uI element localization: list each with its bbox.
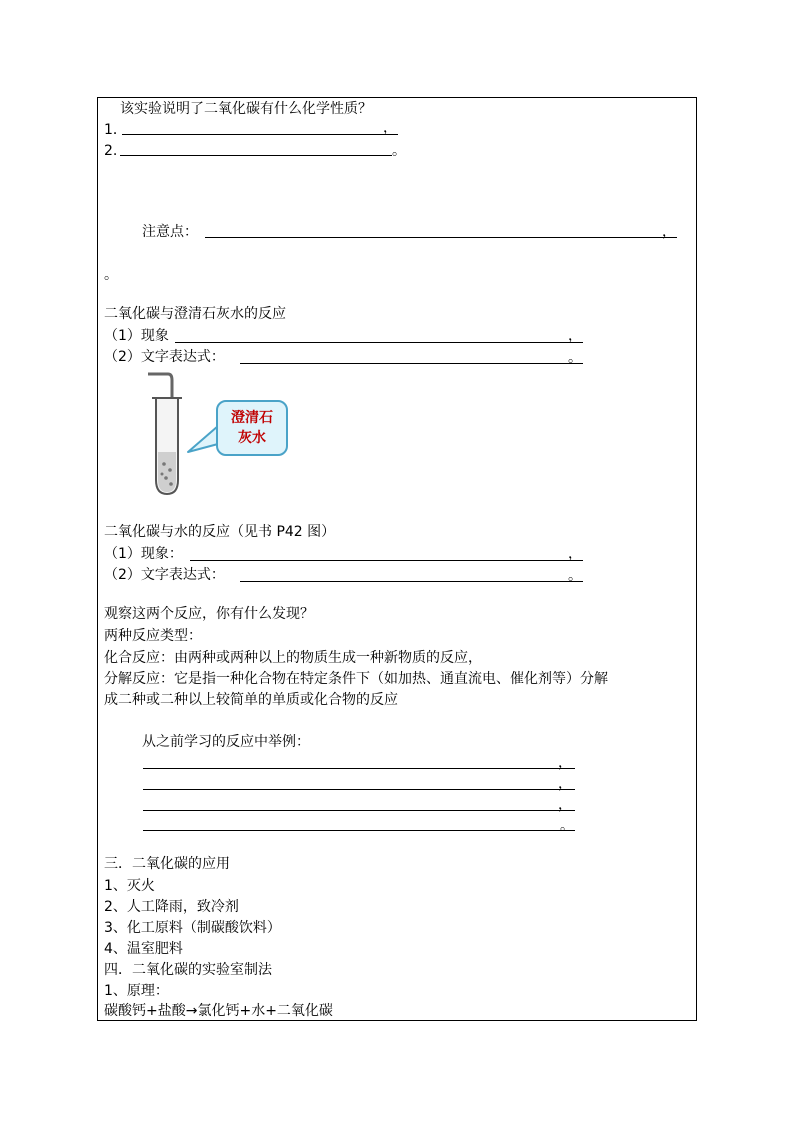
decomposition-reaction-2: 成二种或二种以上较简单的单质或化合物的反应 bbox=[104, 692, 398, 708]
limewater-callout bbox=[216, 400, 288, 456]
note-end: ， bbox=[662, 224, 676, 240]
callout-line-1: 澄清石 bbox=[231, 410, 273, 426]
lab-reaction: 碳酸钙+盐酸→氯化钙+水+二氧化碳 bbox=[104, 1003, 333, 1019]
examples-prompt: 从之前学习的反应中举例： bbox=[142, 734, 310, 750]
application-item-2: 2、人工降雨，致冷剂 bbox=[104, 899, 239, 915]
water-phenomenon-end: ， bbox=[568, 546, 582, 562]
observation-question: 观察这两个反应，你有什么发现？ bbox=[104, 606, 314, 622]
example-blank-3[interactable] bbox=[143, 810, 575, 811]
example-end-2: ， bbox=[558, 776, 572, 792]
answer-1-blank[interactable] bbox=[122, 134, 398, 135]
reaction-types-title: 两种反应类型： bbox=[104, 628, 202, 644]
callout-line-2: 灰水 bbox=[238, 430, 266, 446]
experiment-question: 该实验说明了二氧化碳有什么化学性质？ bbox=[120, 101, 372, 117]
application-item-3: 3、化工原料（制碳酸饮料） bbox=[104, 920, 281, 936]
limewater-equation-end: 。 bbox=[568, 350, 582, 366]
limewater-equation-label: （2）文字表达式： bbox=[104, 349, 225, 365]
limewater-title: 二氧化碳与澄清石灰水的反应 bbox=[104, 306, 286, 322]
application-item-1: 1、灭火 bbox=[104, 878, 155, 894]
answer-2-end: 。 bbox=[392, 143, 406, 159]
water-equation-label: （2）文字表达式： bbox=[104, 567, 225, 583]
applications-heading: 三．二氧化碳的应用 bbox=[104, 856, 230, 872]
application-item-4: 4、温室肥料 bbox=[104, 941, 183, 957]
water-phenomenon-blank[interactable] bbox=[190, 560, 583, 561]
example-end-4: 。 bbox=[560, 818, 574, 834]
principle-label: 1、原理： bbox=[104, 983, 169, 999]
note-label: 注意点： bbox=[142, 224, 198, 240]
example-end-1: ， bbox=[558, 755, 572, 771]
lab-heading: 四．二氧化碳的实验室制法 bbox=[104, 962, 272, 978]
example-blank-4[interactable] bbox=[143, 830, 575, 831]
answer-2-blank[interactable] bbox=[120, 155, 392, 156]
decomposition-reaction-1: 分解反应：它是指一种化合物在特定条件下（如加热、通直流电、催化剂等）分解 bbox=[104, 671, 608, 687]
limewater-phenomenon-label: （1）现象 bbox=[104, 328, 169, 344]
water-phenomenon-label: （1）现象： bbox=[104, 546, 183, 562]
water-equation-blank[interactable] bbox=[240, 581, 583, 582]
limewater-phenomenon-end: ， bbox=[568, 328, 582, 344]
example-end-3: ， bbox=[558, 797, 572, 813]
answer-1-number: 1． bbox=[104, 122, 127, 138]
example-blank-2[interactable] bbox=[143, 789, 575, 790]
limewater-equation-blank[interactable] bbox=[240, 363, 583, 364]
limewater-phenomenon-blank[interactable] bbox=[175, 342, 583, 343]
note-blank[interactable] bbox=[205, 237, 677, 238]
answer-2-number: 2. bbox=[104, 143, 118, 159]
water-title: 二氧化碳与水的反应（见书 P42 图） bbox=[104, 524, 336, 540]
water-equation-end: 。 bbox=[568, 568, 582, 584]
combination-reaction: 化合反应：由两种或两种以上的物质生成一种新物质的反应， bbox=[104, 650, 482, 666]
example-blank-1[interactable] bbox=[143, 768, 575, 769]
answer-1-end: ， bbox=[383, 120, 397, 136]
note-end-period: 。 bbox=[104, 267, 118, 283]
